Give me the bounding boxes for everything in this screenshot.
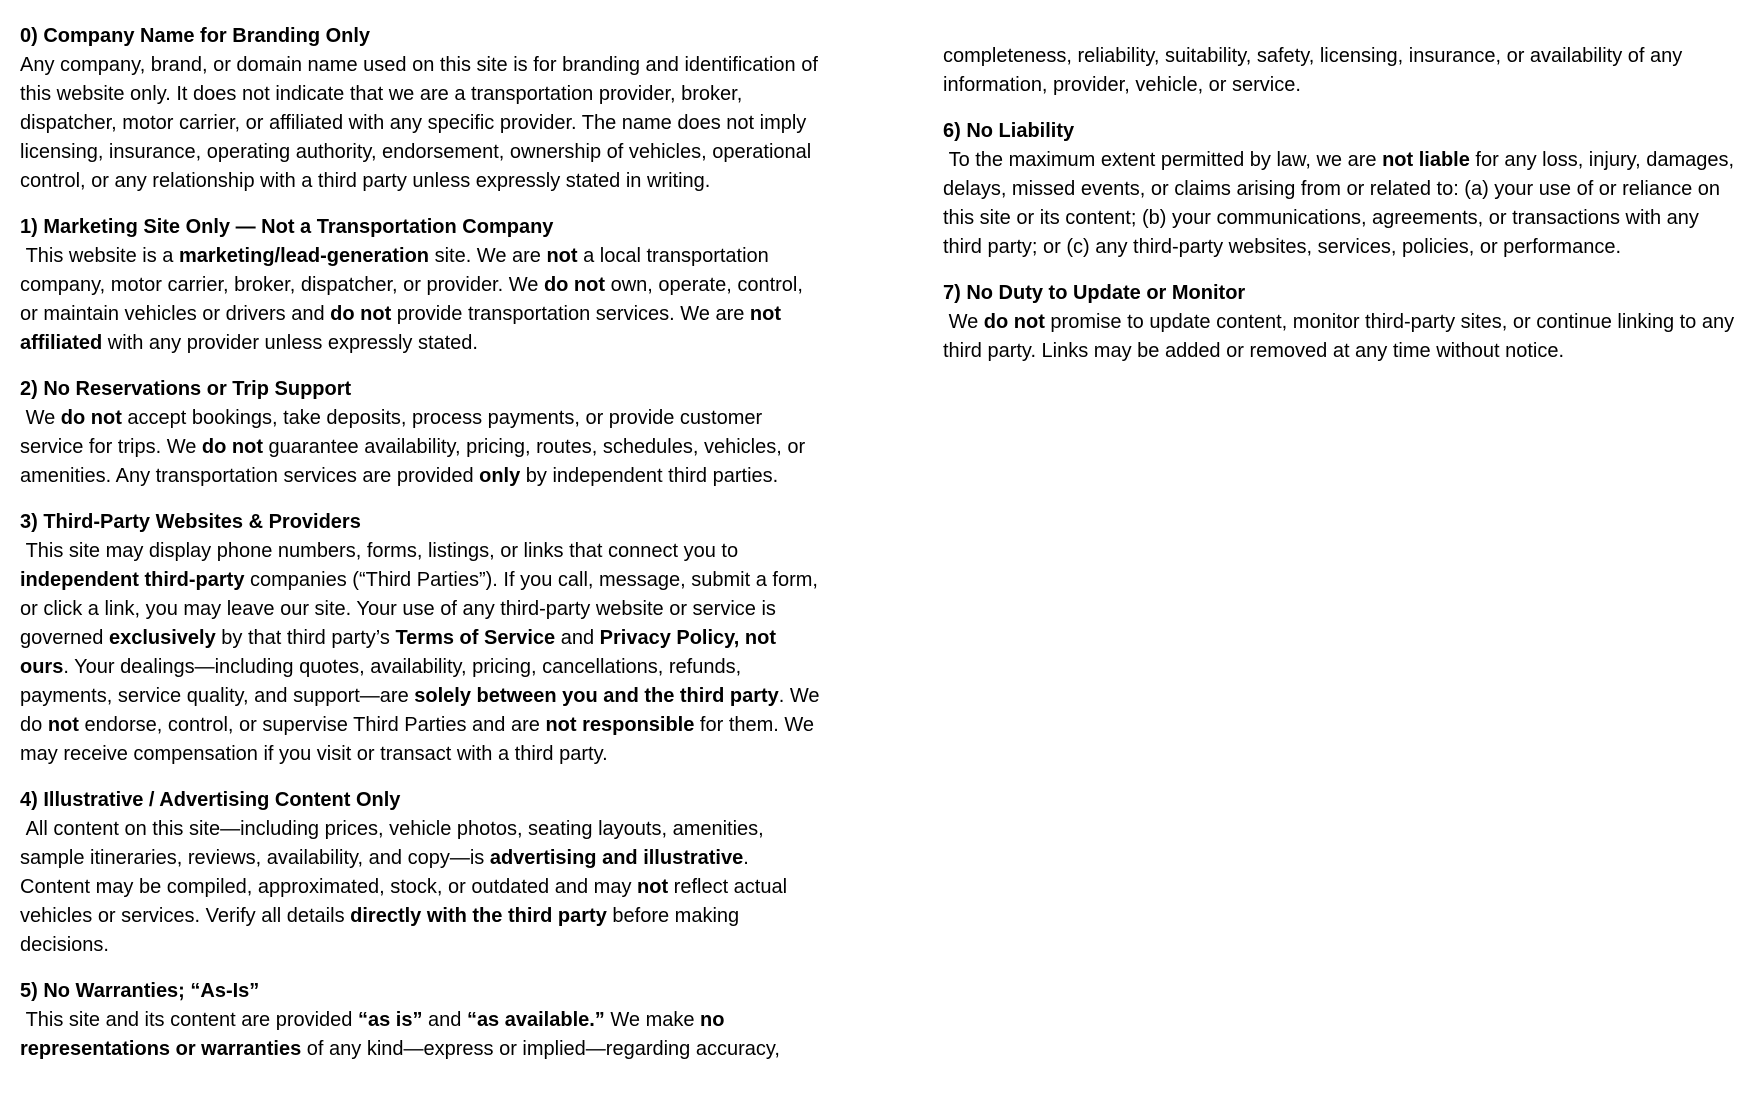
text-run: . We do bbox=[20, 685, 826, 736]
section-paragraph bbox=[20, 1006, 820, 1064]
text-run: We bbox=[20, 407, 61, 429]
text-run: site. We are bbox=[429, 245, 547, 267]
bold-text-run: not ours bbox=[20, 627, 782, 678]
text-run: companies (“Third Parties”). If you call, message, submit a form, or click a link, you may leave our site. Your use of any third-party website or service is governed bbox=[20, 569, 824, 649]
bold-text-run: do not bbox=[543, 274, 606, 296]
bold-text-run: Privacy Policy, bbox=[599, 627, 740, 649]
bold-text-run: directly with the third party bbox=[350, 905, 607, 927]
section-heading: 3) Third-Party Websites & Providers bbox=[20, 511, 361, 533]
section-heading: 6) No Liability bbox=[943, 120, 1075, 142]
bold-text-run: not bbox=[637, 876, 669, 898]
section-heading: 1) Marketing Site Only — Not a Transportation Company bbox=[20, 216, 554, 238]
section-paragraph bbox=[943, 146, 1743, 262]
section-paragraph bbox=[20, 537, 826, 769]
text-run: for them. We may receive compensation if you visit or transact with a third party. bbox=[20, 714, 820, 765]
disclaimer-section bbox=[20, 786, 820, 960]
bold-text-run: “as is” bbox=[357, 1009, 423, 1031]
text-run: by independent third parties. bbox=[520, 465, 779, 487]
text-run: and bbox=[555, 627, 600, 649]
text-run: . Your dealings—including quotes, availability, pricing, cancellations, refunds, payments, service quality, and support—are bbox=[20, 656, 747, 707]
bold-text-run: do not bbox=[60, 407, 122, 429]
text-run: All content on this site—including prices, vehicle photos, seating layouts, amenities, sample itineraries, reviews, availability, and copy—is bbox=[20, 818, 770, 869]
section-heading: 2) No Reservations or Trip Support bbox=[20, 378, 352, 400]
bold-text-run: solely between you and the third party bbox=[414, 685, 779, 707]
disclaimer-section bbox=[20, 977, 820, 1064]
bold-text-run: only bbox=[479, 465, 521, 487]
text-run: We bbox=[943, 311, 984, 333]
text-run: Any company, brand, or domain name used on this site is for branding and identification of this website only. It does not indicate that we are a transportation provider, broker, dispatcher, motor carrier, or affiliated with any specific provider. The name does not imply licensing, insurance, operating authority, endorsement, ownership of vehicles, operational control, or any relationship with a third party unless expressly stated in writing. bbox=[20, 54, 824, 192]
text-run: for any loss, injury, damages, delays, missed events, or claims arising from or related to: (a) your use of or reliance on this site or its content; (b) your communications, agreements, or transactions with any third party; or (c) any third-party websites, services, policies, or performance. bbox=[943, 149, 1740, 258]
bold-text-run: not bbox=[546, 245, 578, 267]
text-run: by that third party’s bbox=[215, 627, 396, 649]
text-run: . Content may be compiled, approximated, stock, or outdated and may bbox=[20, 847, 755, 898]
bold-text-run: exclusively bbox=[108, 627, 216, 649]
text-run: To the maximum extent permitted by law, we are bbox=[943, 149, 1383, 171]
bold-text-run: not responsible bbox=[545, 714, 695, 736]
disclaimer-section bbox=[20, 213, 820, 358]
bold-text-run: Terms of Service bbox=[395, 627, 556, 649]
bold-text-run: independent third-party bbox=[20, 569, 245, 591]
section-paragraph bbox=[20, 242, 820, 358]
text-run: with any provider unless expressly stated. bbox=[102, 332, 478, 354]
text-run: and bbox=[422, 1009, 467, 1031]
text-run: accept bookings, take deposits, process payments, or provide customer service for trips. We bbox=[20, 407, 768, 458]
text-run: own, operate, control, or maintain vehicles or drivers and bbox=[20, 274, 809, 325]
left-column bbox=[20, 22, 826, 1113]
bold-text-run: advertising and illustrative bbox=[489, 847, 744, 869]
section-paragraph bbox=[20, 404, 820, 491]
text-run: completeness, reliability, suitability, safety, licensing, insurance, or availability of any information, provider, vehicle, or service. bbox=[943, 45, 1688, 96]
disclaimer-section bbox=[20, 508, 826, 769]
bold-text-run: do not bbox=[983, 311, 1045, 333]
bold-text-run: do not bbox=[201, 436, 263, 458]
text-run: provide transportation services. We are bbox=[391, 303, 750, 325]
text-run: We make bbox=[604, 1009, 701, 1031]
section-heading: 4) Illustrative / Advertising Content Only bbox=[20, 789, 401, 811]
section-paragraph bbox=[943, 308, 1743, 366]
text-run: a local transportation company, motor carrier, broker, dispatcher, or provider. We bbox=[20, 245, 775, 296]
bold-text-run: not bbox=[47, 714, 79, 736]
disclaimer-section bbox=[20, 375, 820, 491]
section-paragraph bbox=[943, 42, 1743, 100]
text-run: This site may display phone numbers, forms, listings, or links that connect you to bbox=[20, 540, 744, 562]
right-column bbox=[943, 22, 1743, 1113]
bold-text-run: do not bbox=[330, 303, 392, 325]
bold-text-run: no representations or warranties bbox=[20, 1009, 731, 1060]
section-paragraph bbox=[20, 51, 824, 196]
bold-text-run: marketing/lead-generation bbox=[178, 245, 430, 267]
section-paragraph bbox=[20, 815, 820, 960]
text-run: This website is a bbox=[20, 245, 179, 267]
bold-text-run: not affiliated bbox=[20, 303, 787, 354]
disclaimer-section bbox=[943, 42, 1743, 100]
section-heading: 5) No Warranties; “As-Is” bbox=[20, 980, 260, 1002]
bold-text-run: not liable bbox=[1382, 149, 1470, 171]
text-run: promise to update content, monitor third-party sites, or continue linking to any third party. Links may be added or removed at any time without notice. bbox=[943, 311, 1740, 362]
section-heading: 7) No Duty to Update or Monitor bbox=[943, 282, 1246, 304]
text-run: of any kind—express or implied—regarding accuracy, bbox=[301, 1038, 780, 1060]
disclaimer-section bbox=[943, 279, 1743, 366]
text-run: guarantee availability, pricing, routes, schedules, vehicles, or amenities. Any transportation services are provided bbox=[20, 436, 811, 487]
text-run: endorse, control, or supervise Third Parties and are bbox=[78, 714, 546, 736]
disclaimer-section bbox=[943, 117, 1743, 262]
text-run: reflect actual vehicles or services. Verify all details bbox=[20, 876, 793, 927]
bold-text-run: “as available.” bbox=[466, 1009, 605, 1031]
text-run: This site and its content are provided bbox=[20, 1009, 358, 1031]
section-heading: 0) Company Name for Branding Only bbox=[20, 25, 371, 47]
text-run: before making decisions. bbox=[20, 905, 745, 956]
disclaimer-section bbox=[20, 22, 824, 196]
